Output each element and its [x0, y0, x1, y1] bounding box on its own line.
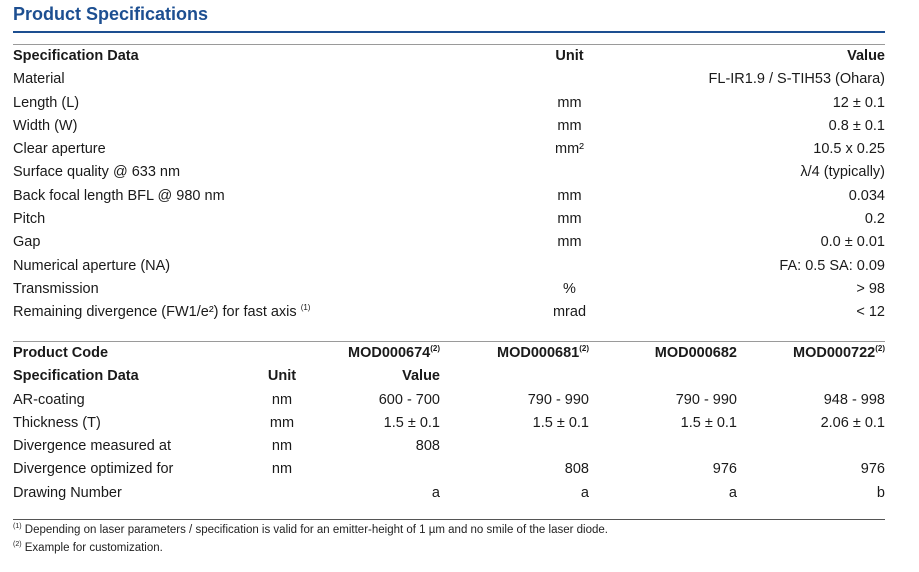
unit-cell: nm — [271, 391, 293, 408]
spec-cell: Material — [13, 71, 65, 88]
unit-cell: mm — [269, 414, 295, 431]
spec-cell: Surface quality @ 633 nm — [13, 164, 181, 181]
value-cell: 0.2 — [864, 211, 885, 228]
product-code-header — [589, 342, 737, 366]
table-row — [13, 278, 885, 301]
value-cell: 600 - 700 — [378, 391, 440, 408]
table-row — [13, 301, 885, 324]
value-cell: 0.034 — [848, 187, 885, 204]
value-cell: FA: 0.5 SA: 0.09 — [779, 257, 885, 274]
unit-cell — [443, 255, 696, 278]
unit-header: Unit — [267, 368, 297, 385]
blank-cell — [589, 365, 737, 388]
unit-cell: mm — [557, 211, 582, 228]
value-cell: a — [431, 484, 440, 501]
footnote-mark: (1) — [13, 523, 22, 531]
title-divider — [13, 31, 885, 33]
unit-cell — [443, 68, 696, 91]
value-cell: λ/4 (typically) — [800, 164, 885, 181]
value-cell: 790 - 990 — [675, 391, 737, 408]
blank-cell — [440, 365, 589, 388]
value-header: Value — [402, 368, 440, 385]
unit-cell: mm — [557, 94, 582, 111]
value-cell: 790 - 990 — [527, 391, 589, 408]
spec-cell: Width (W) — [13, 117, 78, 134]
table-row — [13, 208, 885, 231]
product-table — [13, 341, 885, 505]
blank-cell — [241, 342, 323, 366]
product-subheader-row — [13, 365, 885, 388]
unit-cell: mm — [557, 234, 582, 251]
unit-cell: mm — [557, 117, 582, 134]
spec-header: Specification Data — [13, 45, 443, 69]
unit-header: Unit — [443, 45, 696, 69]
footnote — [13, 522, 608, 540]
value-cell: 0.8 ± 0.1 — [828, 117, 885, 134]
value-cell: 12 ± 0.1 — [832, 94, 885, 111]
table-row — [13, 231, 885, 254]
value-cell: 976 — [860, 461, 885, 478]
spec-cell: Length (L) — [13, 94, 80, 111]
product-code-name: MOD000722 — [793, 345, 876, 361]
unit-cell: % — [563, 280, 576, 297]
footnote — [13, 540, 608, 558]
product-code-name: MOD000681 — [497, 345, 580, 361]
spec-cell: Thickness (T) — [13, 414, 101, 431]
footnote-ref: (1) — [300, 303, 311, 313]
value-cell: 2.06 ± 0.1 — [820, 414, 885, 431]
spec-cell: Divergence optimized for — [13, 461, 174, 478]
value-cell: 808 — [415, 438, 440, 455]
value-header: Value — [696, 45, 885, 69]
table-row — [13, 435, 885, 458]
product-code-name: MOD000682 — [654, 345, 737, 361]
footnote-ref: (2) — [579, 344, 589, 354]
spec-cell: Transmission — [13, 280, 99, 297]
value-cell: 1.5 ± 0.1 — [680, 414, 737, 431]
unit-cell: mm² — [555, 141, 584, 158]
page-title: Product Specifications — [13, 4, 209, 24]
table-row — [13, 161, 885, 184]
table-row — [13, 92, 885, 115]
value-cell — [440, 435, 589, 458]
product-code-header — [440, 342, 589, 366]
unit-cell — [241, 482, 323, 505]
product-code-header — [323, 342, 440, 366]
value-cell — [737, 435, 885, 458]
footnote-text: Example for customization. — [24, 541, 163, 554]
table-row — [13, 68, 885, 91]
table-row — [13, 389, 885, 412]
spec-cell: AR-coating — [13, 391, 85, 408]
unit-cell — [443, 161, 696, 184]
spec-cell: Numerical aperture (NA) — [13, 257, 171, 274]
value-cell: a — [580, 484, 589, 501]
footnote-text: Depending on laser parameters / specification is valid for an emitter-height of 1 µm and no smile of the laser diode. — [24, 524, 608, 536]
table-row — [13, 255, 885, 278]
value-cell: 10.5 x 0.25 — [813, 141, 885, 158]
value-cell: 1.5 ± 0.1 — [383, 414, 440, 431]
value-cell: FL-IR1.9 / S-TIH53 (Ohara) — [708, 71, 885, 88]
unit-cell: mm — [557, 187, 582, 204]
value-cell: 948 - 998 — [823, 391, 885, 408]
table-row — [13, 458, 885, 481]
product-code-name: MOD000674 — [348, 345, 431, 361]
spec-header: Specification Data — [13, 368, 139, 385]
table-row — [13, 115, 885, 138]
spec-cell: Clear aperture — [13, 141, 106, 158]
value-cell: 808 — [564, 461, 589, 478]
value-cell — [323, 458, 440, 481]
product-code-row — [13, 342, 885, 366]
table-row — [13, 185, 885, 208]
footnote-ref: (2) — [430, 344, 440, 354]
footnote-mark: (2) — [13, 540, 22, 548]
spec-cell — [13, 301, 443, 324]
spec-table — [13, 44, 885, 325]
unit-cell: mrad — [552, 304, 587, 321]
value-cell: 976 — [712, 461, 737, 478]
spec-text: Remaining divergence (FW1/e²) for fast axis — [13, 304, 297, 321]
value-cell — [589, 435, 737, 458]
spec-cell: Back focal length BFL @ 980 nm — [13, 187, 225, 204]
unit-cell: nm — [271, 438, 293, 455]
blank-cell — [737, 365, 885, 388]
value-cell: b — [876, 484, 885, 501]
product-code-header — [737, 342, 885, 366]
value-cell: a — [728, 484, 737, 501]
spec-table-header — [13, 45, 885, 69]
table-row — [13, 138, 885, 161]
table-row — [13, 412, 885, 435]
value-cell: 1.5 ± 0.1 — [532, 414, 589, 431]
spec-cell: Pitch — [13, 211, 46, 228]
product-code-label: Product Code — [13, 342, 241, 366]
table-row — [13, 482, 885, 505]
value-cell: 0.0 ± 0.01 — [820, 234, 885, 251]
spec-cell: Gap — [13, 234, 41, 251]
unit-cell: nm — [271, 461, 293, 478]
spec-cell: Drawing Number — [13, 484, 122, 501]
value-cell: < 12 — [856, 304, 885, 321]
footnote-ref: (2) — [875, 344, 885, 354]
footnotes — [13, 522, 608, 557]
footnote-divider — [13, 519, 885, 520]
value-cell: > 98 — [856, 280, 885, 297]
spec-cell: Divergence measured at — [13, 438, 171, 455]
